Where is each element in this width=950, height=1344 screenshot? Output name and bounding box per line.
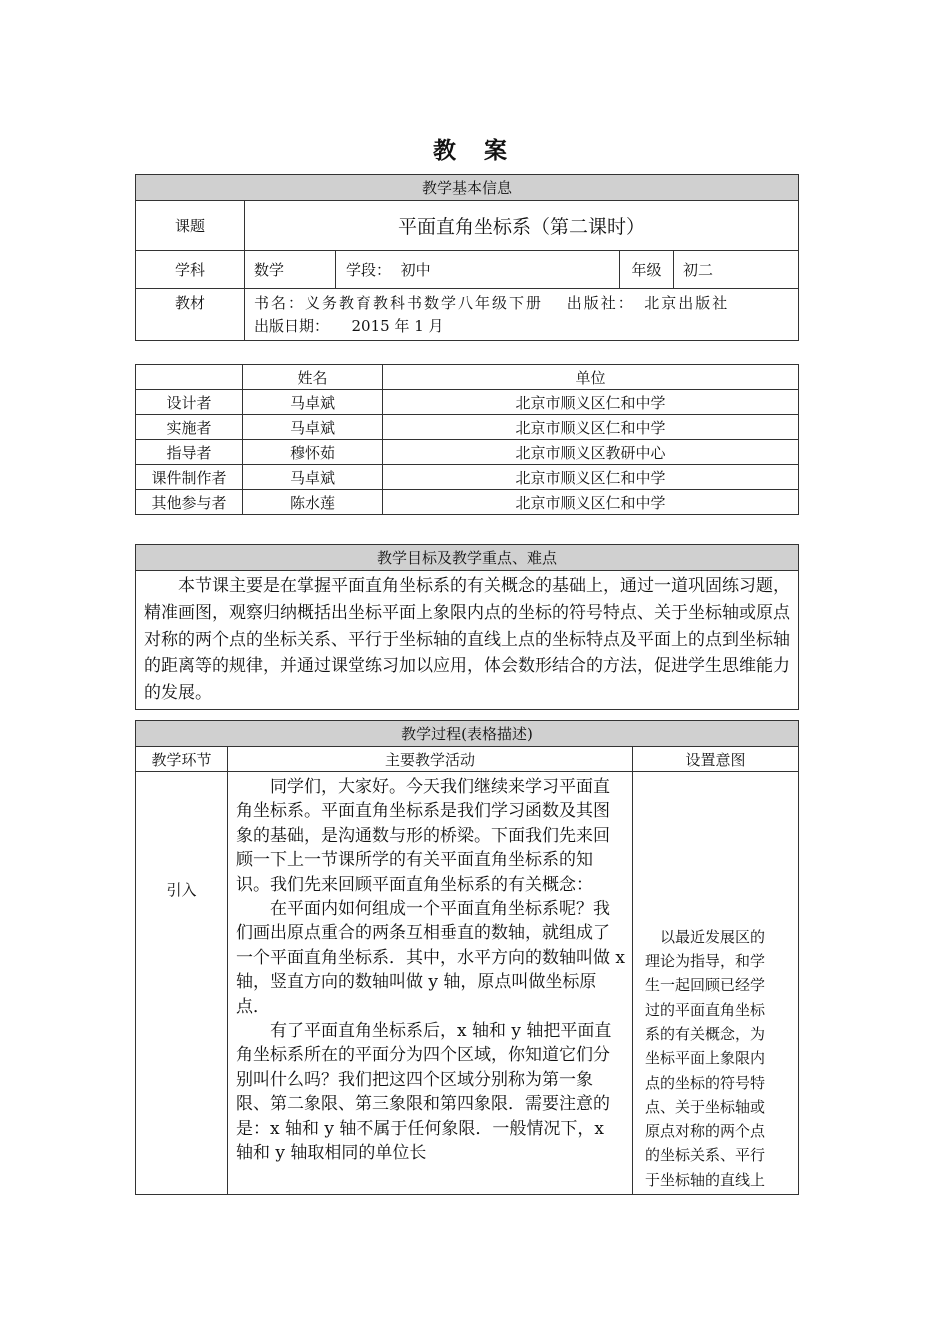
intent-line: 点、关于坐标轴或: [645, 1097, 766, 1116]
table-row: [136, 415, 799, 440]
goals-table: [135, 544, 799, 710]
subject-value: 数学: [245, 251, 336, 289]
process-table: [135, 720, 799, 1195]
intent-line: 坐标平面上象限内: [645, 1049, 766, 1068]
intent-line: 系的有关概念，为: [645, 1024, 766, 1043]
stage-label: 学段：: [346, 261, 392, 279]
role-cell: 课件制作者: [136, 465, 243, 490]
activity-cell: [228, 772, 633, 1195]
basic-info-table: [135, 174, 799, 341]
grade-value: 初二: [674, 251, 799, 289]
table-row: [136, 465, 799, 490]
textbook-info: [245, 289, 799, 341]
people-table: [135, 364, 799, 515]
role-cell: 指导者: [136, 440, 243, 465]
textbook-line-2: 出版日期： 2015 年 1 月: [254, 317, 444, 335]
unit-cell: 北京市顺义区仁和中学: [383, 390, 799, 415]
col-stage-header: 教学环节: [136, 747, 228, 772]
table-row: [136, 390, 799, 415]
activity-paragraph-2: 在平面内如何组成一个平面直角坐标系呢？我们画出原点重合的两条互相垂直的数轴，就组成了一个平面直角坐标系．其中，水平方向的数轴叫做 x 轴，竖直方向的数轴叫做 y 轴，原点叫做坐标原点．: [236, 899, 625, 1017]
people-col-name: 姓名: [243, 365, 383, 390]
unit-cell: 北京市顺义区仁和中学: [383, 415, 799, 440]
intent-line: 生一起回顾已经学: [645, 976, 766, 995]
name-cell: 马卓斌: [243, 465, 383, 490]
activity-paragraph-3: 有了平面直角坐标系后，x 轴和 y 轴把平面直角坐标系所在的平面分为四个区域，你知道它们分别叫什么吗？我们把这四个区域分别称为第一象限、第二象限、第三象限和第四象限．需要注意的是：x 轴和 y 轴不属于任何象限．一般情况下，x 轴和 y 轴取相同的单位长: [236, 1021, 612, 1164]
stage-field: [336, 251, 620, 289]
name-cell: 马卓斌: [243, 415, 383, 440]
textbook-label: 教材: [136, 289, 245, 341]
stage-label: 引入: [166, 880, 197, 899]
name-cell: 穆怀茹: [243, 440, 383, 465]
subject-label: 学科: [136, 251, 245, 289]
unit-cell: 北京市顺义区教研中心: [383, 440, 799, 465]
intent-line: 于坐标轴的直线上: [645, 1170, 766, 1189]
basic-info-header: 教学基本信息: [136, 175, 799, 201]
process-header: 教学过程(表格描述): [136, 721, 799, 747]
topic-label: 课题: [136, 201, 245, 251]
intent-line: 点的坐标的符号特: [645, 1073, 766, 1092]
topic-value: 平面直角坐标系（第二课时）: [245, 201, 799, 251]
people-corner-cell: [136, 365, 243, 390]
name-cell: 马卓斌: [243, 390, 383, 415]
name-cell: 陈水莲: [243, 490, 383, 515]
unit-cell: 北京市顺义区仁和中学: [383, 490, 799, 515]
intent-line: 过的平面直角坐标: [645, 1000, 766, 1019]
intent-line: 的坐标关系、平行: [645, 1146, 766, 1165]
role-cell: 其他参与者: [136, 490, 243, 515]
role-cell: 实施者: [136, 415, 243, 440]
role-cell: 设计者: [136, 390, 243, 415]
textbook-line-1: 书名：义务教育教科书数学八年级下册 出版社： 北京出版社: [254, 294, 730, 312]
intent-cell: [633, 772, 799, 1195]
col-intent-header: 设置意图: [633, 747, 799, 772]
document-title: 教 案: [432, 138, 517, 164]
intent-line: 理论为指导，和学: [645, 952, 766, 971]
intent-line: 以最近发展区的: [660, 927, 766, 946]
grade-label: 年级: [620, 251, 674, 289]
people-col-unit: 单位: [383, 365, 799, 390]
col-activity-header: 主要教学活动: [228, 747, 633, 772]
goals-text: 本节课主要是在掌握平面直角坐标系的有关概念的基础上，通过一道巩固练习题，精准画图，观察归纳概括出坐标平面上象限内点的坐标的符号特点、关于坐标轴或原点对称的两个点的坐标关系、平行于坐标轴的直线上点的坐标特点及平面上的点到坐标轴的距离等的规律，并通过课堂练习加以应用，体会数形结合的方法，促进学生思维能力的发展。: [136, 571, 799, 710]
stage-value: 初中: [400, 261, 431, 279]
activity-paragraph-1: 同学们，大家好。今天我们继续来学习平面直角坐标系。平面直角坐标系是我们学习函数及其图象的基础，是沟通数与形的桥梁。下面我们先来回顾一下上一节课所学的有关平面直角坐标系的知识。我们先来回顾平面直角坐标系的有关概念：: [236, 777, 610, 895]
goals-header: 教学目标及教学重点、难点: [136, 545, 799, 571]
table-row: [136, 440, 799, 465]
intent-line: 原点对称的两个点: [645, 1122, 766, 1141]
unit-cell: 北京市顺义区仁和中学: [383, 465, 799, 490]
stage-cell: [136, 772, 228, 1195]
table-row: [136, 490, 799, 515]
